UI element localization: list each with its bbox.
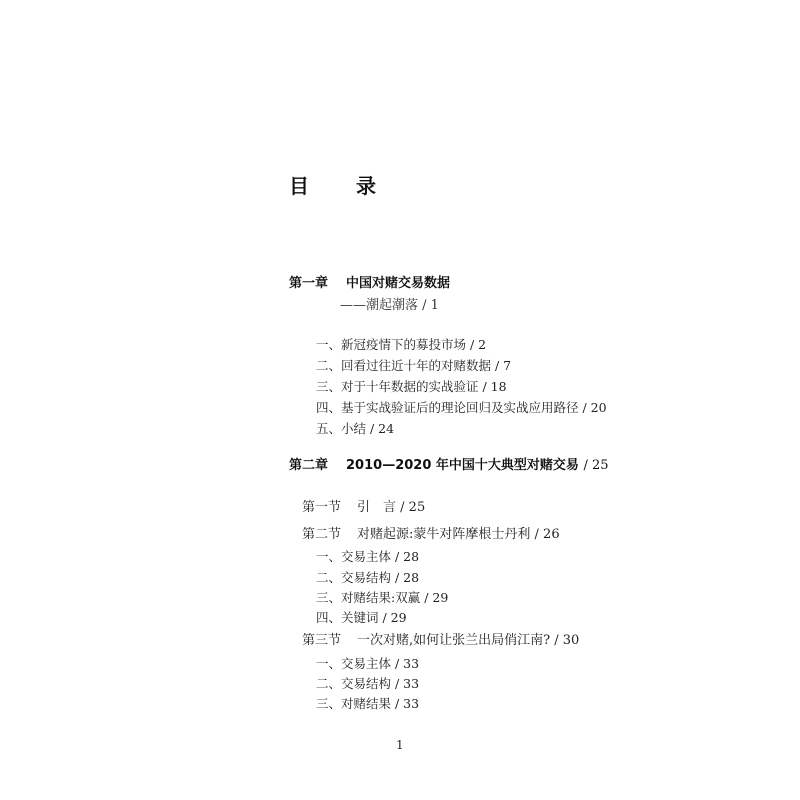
chapter-2-page: / 25 [583,458,609,473]
chapter-1-subtitle: ——潮起潮落 [340,298,419,313]
entry-page: / 7 [495,358,512,373]
entry-text: 二、交易结构 [316,570,392,585]
entry-page: / 20 [582,400,607,415]
section-3-number: 第三节 [302,633,342,648]
entry-text: 一、新冠疫情下的募投市场 [316,337,467,352]
entry-page: / 28 [395,549,420,564]
toc-entry [316,400,607,416]
entry-page: / 24 [370,421,395,436]
entry-text: 三、对赌结果:双赢 [316,590,421,605]
entry-text: 二、交易结构 [316,676,392,691]
chapter-1-number: 第一章 [289,276,329,291]
chapter-1-subtitle-page: / 1 [422,298,439,313]
entry-page: / 29 [382,610,407,625]
toc-entry [316,358,511,374]
toc-entry [316,610,407,626]
entry-text: 四、基于实战验证后的理论回归及实战应用路径 [316,400,579,415]
entry-text: 二、回看过往近十年的对赌数据 [316,358,492,373]
section-1-title: 引 言 [357,500,397,515]
chapter-1-subtitle-line [340,298,439,314]
toc-entry [316,379,507,395]
section-1-heading [302,500,425,516]
page-number: 1 [396,738,404,752]
section-1-number: 第一节 [302,500,342,515]
toc-entry [316,337,486,353]
section-2-page: / 26 [534,527,560,542]
entry-page: / 33 [395,656,420,671]
toc-entry [316,676,419,692]
entry-page: / 18 [482,379,507,394]
entry-page: / 33 [395,696,420,711]
toc-title: 目 录 [289,174,396,198]
section-2-title: 对赌起源:蒙牛对阵摩根士丹利 [357,527,531,542]
entry-text: 一、交易主体 [316,549,392,564]
entry-text: 三、对于十年数据的实战验证 [316,379,479,394]
section-2-heading [302,527,560,543]
entry-page: / 29 [424,590,449,605]
chapter-2-number: 第二章 [289,458,329,473]
section-3-page: / 30 [554,633,580,648]
section-3-heading [302,633,579,649]
section-2-number: 第二节 [302,527,342,542]
section-1-page: / 25 [400,500,426,515]
chapter-2-title: 2010—2020 年中国十大典型对赌交易 [346,458,579,473]
chapter-1-title: 中国对赌交易数据 [346,276,451,291]
toc-entry [316,696,419,712]
entry-page: / 2 [470,337,487,352]
entry-text: 三、对赌结果 [316,696,392,711]
toc-entry [316,549,419,565]
section-3-title: 一次对赌,如何让张兰出局俏江南? [357,633,551,648]
toc-entry [316,421,394,437]
entry-text: 一、交易主体 [316,656,392,671]
toc-entry [316,590,448,606]
toc-entry [316,570,419,586]
entry-page: / 33 [395,676,420,691]
toc-entry [316,656,419,672]
chapter-1-heading [289,276,450,292]
entry-text: 四、关键词 [316,610,379,625]
entry-page: / 28 [395,570,420,585]
entry-text: 五、小结 [316,421,367,436]
chapter-2-heading [289,458,609,474]
